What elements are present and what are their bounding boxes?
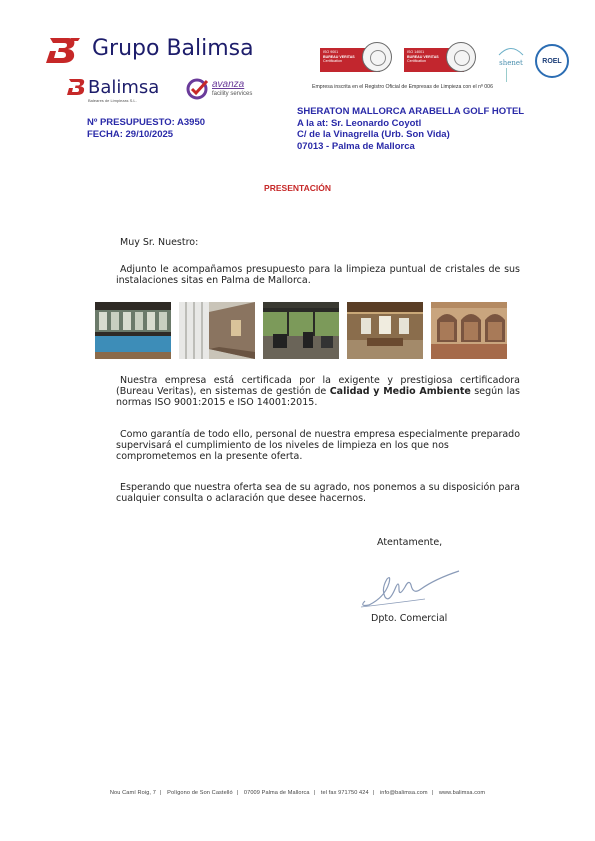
balimsa-tagline: Baleares de Limpiezas S.L. [88, 98, 137, 103]
brand-title: Grupo Balimsa [92, 36, 254, 61]
recipient-name: SHERATON MALLORCA ARABELLA GOLF HOTEL [297, 106, 525, 117]
shenet-wordmark: shenet [499, 59, 523, 67]
department: Dpto. Comercial [371, 613, 448, 624]
footer-city: 07009 Palma de Mallorca [243, 790, 310, 796]
footer-separator: | [236, 790, 239, 796]
balimsa-logo-icon [66, 77, 88, 97]
avanza-tagline: facility services [212, 91, 253, 97]
roel-wordmark: ROEL [542, 57, 562, 65]
section-title: PRESENTACIÓN [264, 183, 331, 193]
quote-info [87, 117, 205, 140]
certification-text: Nuestra empresa está certificada por la exigente y prestigiosa certificadora (Bureau Veritas), en sistemas de gestión de [116, 375, 520, 398]
footer-email[interactable]: info@balimsa.com [379, 790, 428, 796]
footer-separator: | [431, 790, 434, 796]
recipient-block [297, 106, 524, 152]
certification-emphasis: Calidad y Medio Ambiente [329, 386, 471, 398]
recipient-city: 07013 - Palma de Mallorca [297, 140, 415, 152]
cert-line: Certification [407, 59, 426, 64]
paragraph-intro: Adjunto le acompañamos presupuesto para la limpieza puntual de cristales de sus instalaciones sitas en Palma de Mallorca. [116, 264, 520, 287]
footer-area: Polígono de Son Castelló [167, 790, 233, 796]
quote-number: Nº PRESUPUESTO: A3950 [87, 117, 206, 128]
salutation: Atentamente, [377, 537, 443, 548]
paragraph-guarantee: Como garantía de todo ello, personal de nuestra empresa especialmente preparado supervisará el cumplimiento de los niveles de limpieza en los que nos comprometemos en la presente oferta. [116, 429, 521, 463]
balimsa-wordmark: Balimsa [88, 77, 160, 98]
grupo-balimsa-logo-icon [44, 35, 84, 65]
recipient-street: C/ de la Vinagrella (Urb. Son Vida) [297, 129, 450, 141]
registry-note: Empresa inscrita en el Registro Oficial de Empresas de Limpieza con el nº 006 [312, 84, 493, 90]
cert-line: BUREAU VERITAS [323, 54, 355, 59]
footer-separator: | [159, 790, 162, 796]
footer [0, 790, 595, 796]
signature-icon [355, 563, 465, 611]
bureau-veritas-seal-icon [446, 42, 476, 72]
photo-lobby [347, 302, 423, 359]
cert-line: Certification [323, 59, 342, 64]
bureau-veritas-seal-icon [362, 42, 392, 72]
roel-logo [535, 44, 569, 78]
recipient-attention: A la at: Sr. Leonardo Coyotl [297, 117, 422, 129]
cert-line: BUREAU VERITAS [407, 54, 439, 59]
avanza-logo-icon [186, 78, 210, 100]
footer-address: Nou Camí Roig, 7 [109, 790, 156, 796]
cert-line: ISO 9001 [323, 50, 339, 54]
photo-terrace [431, 302, 507, 359]
cert-line: ISO 14001 [407, 50, 425, 54]
shenet-logo [496, 43, 526, 79]
footer-separator: | [372, 790, 375, 796]
photo-gym [263, 302, 339, 359]
photo-corridor [179, 302, 255, 359]
footer-separator: | [313, 790, 316, 796]
avanza-wordmark: avanza [212, 79, 245, 90]
paragraph-certification [116, 375, 520, 409]
footer-phone: tel fax 971750 424 [320, 790, 369, 796]
paragraph-closing: Esperando que nuestra oferta sea de su agrado, nos ponemos a su disposición para cualquier consulta o aclaración que desee hacernos. [116, 482, 520, 505]
shenet-arc-icon [496, 44, 526, 56]
certification-text-end: según las normas ISO 9001:2015 e ISO 14001:2015. [116, 386, 520, 409]
greeting: Muy Sr. Nuestro: [120, 237, 199, 248]
footer-website[interactable]: www.balimsa.com [438, 790, 486, 796]
quote-date: FECHA: 29/10/2025 [87, 128, 174, 140]
photo-indoor-pool [95, 302, 171, 359]
